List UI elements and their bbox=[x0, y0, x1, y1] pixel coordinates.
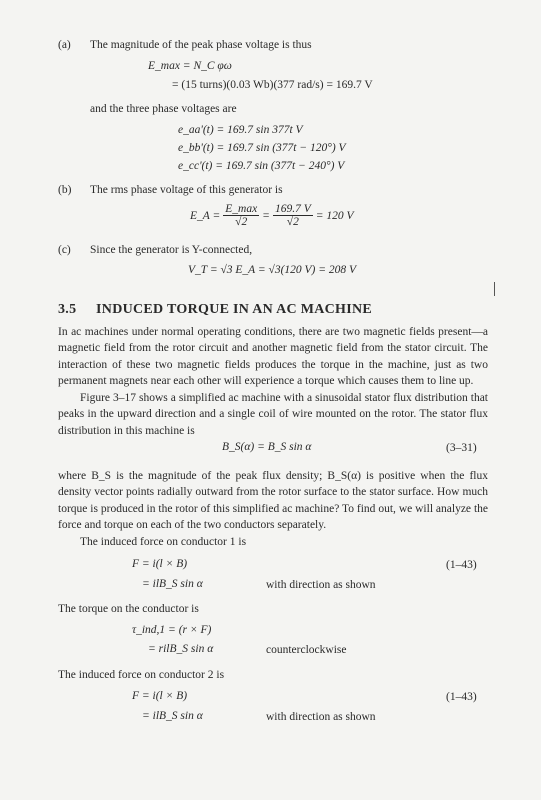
force-2-intro: The induced force on conductor 2 is bbox=[58, 669, 225, 681]
paragraph-1: In ac machines under normal operating conditions, there are two magnetic fields present—a magnetic field from the rotor circuit and another magnetic field from the stator circuit. The interaction of these two magnetic fields produces the torque in the machine, just as two permanent magnets near each other will experience a torque which causes them to line up. bbox=[58, 326, 488, 388]
part-c-intro: Since the generator is Y-connected, bbox=[90, 244, 253, 256]
equation-number-1-43-a: (1–43) bbox=[446, 559, 477, 571]
frac2-denominator: √2 bbox=[286, 216, 299, 228]
force-1-equation: F = i(l × B) bbox=[132, 558, 188, 570]
section-number: 3.5 bbox=[58, 302, 77, 317]
paragraph-3: where B_S is the magnitude of the peak flux density; B_S(α) is positive when the flux density vector points radially outward from the rotor surface to the stator surface. How much torque is produced in the rotor of this simplified ac machine? To find out, we will analyze the force and torque on each of the two conductors separately. bbox=[58, 470, 488, 532]
voltage-ecc: e_cc'(t) = 169.7 sin (377t − 240°) V bbox=[178, 160, 345, 172]
voltage-ebb: e_bb'(t) = 169.7 sin (377t − 120°) V bbox=[178, 142, 346, 154]
emax-over-root2 bbox=[223, 203, 259, 228]
part-b-intro: The rms phase voltage of this generator is bbox=[90, 184, 283, 196]
force-1-result: = ilB_S sin α bbox=[142, 578, 203, 590]
force-2-equation: F = i(l × B) bbox=[132, 690, 188, 702]
equation-number-1-43-b: (1–43) bbox=[446, 691, 477, 703]
paragraph-4: The induced force on conductor 1 is bbox=[80, 536, 247, 548]
part-c-label: (c) bbox=[58, 244, 71, 256]
torque-1-equation: τ_ind,1 = (r × F) bbox=[132, 624, 212, 636]
force-2-direction-note: with direction as shown bbox=[266, 711, 376, 723]
frac1-denominator: √2 bbox=[235, 216, 248, 228]
paragraph-2: Figure 3–17 shows a simplified ac machine with a sinusoidal stator flux distribution that peaks in the upward direction and a single coil of wire mounted on the rotor. The stator flux distribution in this machine is bbox=[58, 392, 488, 437]
value-over-root2 bbox=[273, 203, 313, 228]
torque-1-result: = rilB_S sin α bbox=[148, 643, 214, 655]
torque-1-direction-note: counterclockwise bbox=[266, 644, 347, 656]
rms-voltage-equation bbox=[190, 203, 354, 228]
section-heading bbox=[58, 302, 372, 318]
ea-lhs: E_A = bbox=[190, 209, 221, 222]
ea-result: = 120 V bbox=[315, 209, 354, 222]
force-1-direction-note: with direction as shown bbox=[266, 579, 376, 591]
margin-mark bbox=[494, 282, 495, 296]
frac1-numerator: E_max bbox=[225, 203, 258, 215]
emax-equation: E_max = N_C φω bbox=[148, 60, 232, 72]
frac2-numerator: 169.7 V bbox=[274, 203, 311, 215]
three-phase-intro: and the three phase voltages are bbox=[90, 103, 237, 115]
part-a-label: (a) bbox=[58, 39, 71, 51]
ea-equals: = bbox=[262, 209, 270, 222]
part-a-intro: The magnitude of the peak phase voltage is thus bbox=[90, 39, 312, 51]
emax-value-equation: = (15 turns)(0.03 Wb)(377 rad/s) = 169.7 V bbox=[172, 79, 373, 91]
section-title: INDUCED TORQUE IN AN AC MACHINE bbox=[96, 302, 373, 317]
part-b-label: (b) bbox=[58, 184, 72, 196]
force-2-result: = ilB_S sin α bbox=[142, 710, 203, 722]
equation-number-3-31: (3–31) bbox=[446, 442, 477, 454]
voltage-eaa: e_aa'(t) = 169.7 sin 377t V bbox=[178, 124, 303, 136]
stator-flux-equation: B_S(α) = B_S sin α bbox=[222, 441, 312, 453]
terminal-voltage-equation: V_T = √3 E_A = √3(120 V) = 208 V bbox=[188, 264, 357, 276]
torque-1-intro: The torque on the conductor is bbox=[58, 603, 199, 615]
